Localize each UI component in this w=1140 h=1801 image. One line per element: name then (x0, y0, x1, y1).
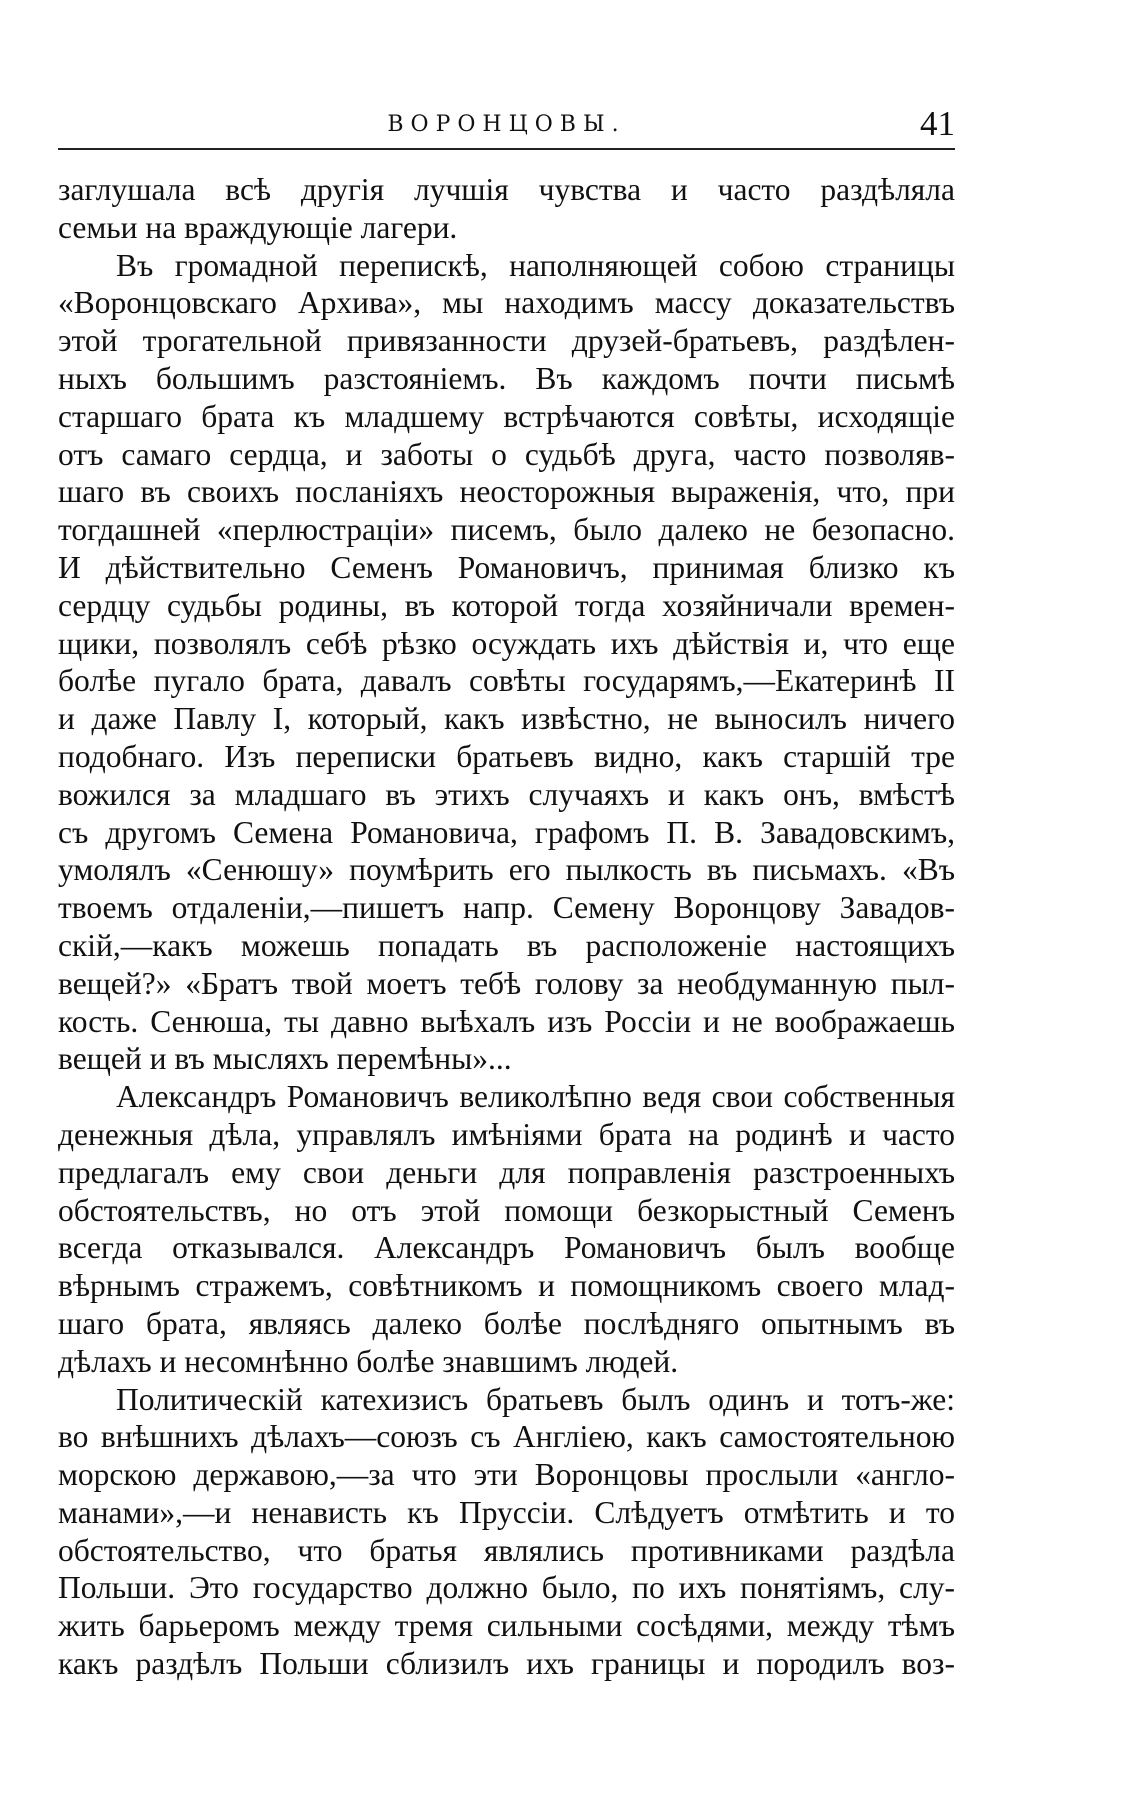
text-line: щики, позволялъ себѣ рѣзко осуждать ихъ дѣйствія и, что еще (58, 625, 955, 661)
text-line: скій,—какъ можешь попадать въ расположеніе настоящихъ (58, 927, 955, 963)
text-line: съ другомъ Семена Романовича, графомъ П. В. Завадовскимъ, (58, 814, 955, 850)
text-line: подобнаго. Изъ переписки братьевъ видно, какъ старшій тре (58, 738, 955, 774)
text-line: всегда отказывался. Александръ Романовичъ былъ вообще (58, 1230, 955, 1266)
text-line: жить барьеромъ между тремя сильными сосѣдями, между тѣмъ (58, 1608, 955, 1644)
text-line: И дѣйствительно Семенъ Романовичъ, принимая близко къ (58, 549, 955, 585)
text-line: этой трогательной привязанности друзей-братьевъ, раздѣлен- (58, 323, 955, 359)
text-line: «Воронцовскаго Архива», мы находимъ массу доказательствъ (58, 285, 955, 321)
text-line: старшаго брата къ младшему встрѣчаются совѣты, исходящіе (58, 398, 955, 434)
body-text (58, 171, 955, 1683)
page-header (58, 104, 955, 150)
text-line: умолялъ «Сенюшу» поумѣрить его пылкость въ письмахъ. «Въ (58, 852, 955, 888)
text-line: денежныя дѣла, управлялъ имѣніями брата на родинѣ и часто (58, 1116, 955, 1152)
text-line: дѣлахъ и несомнѣнно болѣе знавшимъ людей. (58, 1343, 679, 1379)
text-line: и даже Павлу I, который, какъ извѣстно, не выносилъ ничего (58, 701, 955, 737)
text-line: семьи на враждующіе лагери. (58, 209, 458, 245)
text-line: шаго брата, являясь далеко болѣе послѣдняго опытнымъ въ (58, 1305, 955, 1341)
text-line: отъ самаго сердца, и заботы о судьбѣ друга, часто позволяв- (58, 436, 955, 472)
paragraph-start-line: Политическій катехизисъ братьевъ былъ одинъ и тотъ-же: (116, 1381, 955, 1417)
text-line: сердцу судьбы родины, въ которой тогда хозяйничали времен- (58, 587, 955, 623)
text-line: болѣе пугало брата, давалъ совѣты государямъ,—Екатеринѣ II (58, 663, 955, 699)
text-line: твоемъ отдаленіи,—пишетъ напр. Семену Воронцову Завадов- (58, 890, 955, 926)
text-line: вѣрнымъ стражемъ, совѣтникомъ и помощникомъ своего млад- (58, 1268, 955, 1304)
text-line: тогдашней «перлюстраціи» писемъ, было далеко не безопасно. (58, 512, 955, 548)
text-line: вожился за младшаго въ этихъ случаяхъ и какъ онъ, вмѣстѣ (58, 776, 955, 812)
paragraph-start-line: Александръ Романовичъ великолѣпно ведя свои собственныя (116, 1079, 955, 1115)
running-title: ВОРОНЦОВЫ. (387, 112, 626, 137)
text-line: обстоятельство, что братья являлись противниками раздѣла (58, 1532, 955, 1568)
text-line: во внѣшнихъ дѣлахъ—союзъ съ Англіею, какъ самостоятельною (58, 1419, 955, 1455)
text-line: шаго въ своихъ посланіяхъ неосторожныя выраженія, что, при (58, 474, 955, 510)
text-line: морскою державою,—за что эти Воронцовы прослыли «англо- (58, 1457, 955, 1493)
text-line: вещей?» «Братъ твой моетъ тебѣ голову за необдуманную пыл- (58, 965, 955, 1001)
text-line: манами»,—и ненависть къ Пруссіи. Слѣдуетъ отмѣтить и то (58, 1494, 955, 1530)
page-number: 41 (920, 104, 955, 143)
text-line: обстоятельствъ, но отъ этой помощи безкорыстный Семенъ (58, 1192, 955, 1228)
text-line: Польши. Это государство должно было, по ихъ понятіямъ, слу- (58, 1570, 955, 1606)
text-line: предлагалъ ему свои деньги для поправленія разстроенныхъ (58, 1154, 955, 1190)
text-line: какъ раздѣлъ Польши сблизилъ ихъ границы и породилъ воз- (58, 1646, 955, 1682)
text-line: кость. Сенюша, ты давно выѣхалъ изъ Россіи и не воображаешь (58, 1003, 955, 1039)
text-line: заглушала всѣ другія лучшія чувства и часто раздѣляла (58, 172, 955, 207)
text-line: вещей и въ мысляхъ перемѣны»... (58, 1041, 512, 1077)
text-line: ныхъ большимъ разстояніемъ. Въ каждомъ почти письмѣ (58, 360, 955, 396)
paragraph-start-line: Въ громадной перепискѣ, наполняющей собою страницы (116, 247, 955, 283)
